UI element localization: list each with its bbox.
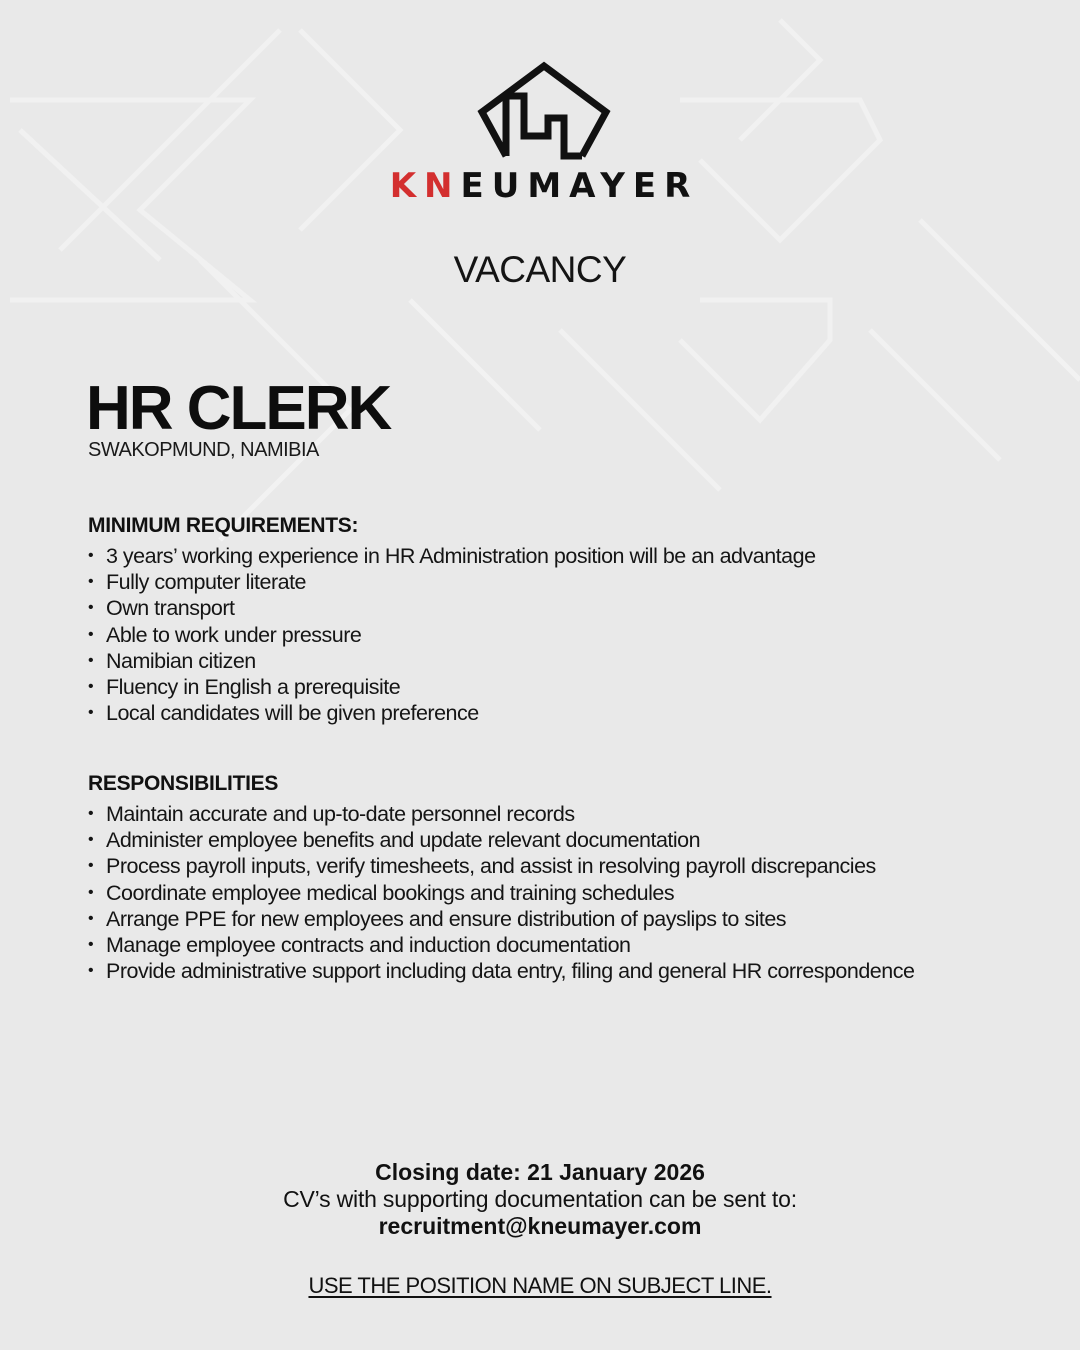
requirement-text: Able to work under pressure [106,622,362,647]
email-container [0,1211,1080,1241]
job-title: HR CLERK [86,374,391,443]
responsibility-text: Process payroll inputs, verify timesheets, and assist in resolving payroll discrepancies [106,854,876,879]
bullet-icon: • [88,599,94,617]
diamond-skyline-logo-icon [476,60,612,162]
recruitment-email-link[interactable]: recruitment@kneumayer.com [378,1213,702,1239]
responsibility-text: Administer employee benefits and update relevant documentation [106,828,701,853]
bullet-icon: • [88,857,94,875]
bullet-icon: • [88,677,94,695]
responsibility-item [88,801,914,827]
brand-wordmark [0,164,1080,208]
subject-line-note-text: USE THE POSITION NAME ON SUBJECT LINE. [308,1273,772,1298]
responsibilities-list [88,801,914,984]
brand-name-red: KN [389,166,461,206]
requirement-item [88,674,816,700]
bullet-icon: • [88,547,94,564]
responsibility-item [88,880,914,906]
bullet-icon: • [88,573,94,591]
responsibility-text: Coordinate employee medical bookings and training schedules [106,880,675,905]
responsibility-text: Provide administrative support including data entry, filing and general HR correspondence [106,959,915,984]
requirement-item [88,622,816,648]
requirement-text: Own transport [106,596,235,621]
requirement-text: Local candidates will be given preference [106,701,479,726]
brand-name-black: EUMAYER [460,166,699,206]
responsibility-item [88,906,914,932]
bullet-icon: • [88,704,94,722]
requirement-text: Namibian citizen [106,648,256,673]
requirement-item [88,648,816,674]
job-location: SWAKOPMUND, NAMIBIA [88,439,319,461]
closing-date: Closing date: 21 January 2026 [375,1159,705,1185]
cv-instruction: CV’s with supporting documentation can be sent to: [283,1186,797,1212]
requirement-item [88,700,816,726]
bullet-icon: • [88,883,94,901]
requirement-text: 3 years’ working experience in HR Administration position will be an advantage [106,544,816,568]
requirement-text: Fully computer literate [106,570,306,595]
responsibility-text: Arrange PPE for new employees and ensure distribution of payslips to sites [106,906,787,931]
bullet-icon: • [88,625,94,643]
requirement-item [88,595,816,621]
bullet-icon: • [88,935,94,953]
responsibility-text: Manage employee contracts and induction documentation [106,932,631,957]
bullet-icon: • [88,805,94,822]
responsibility-item [88,853,914,879]
responsibility-item [88,932,914,958]
responsibility-item [88,827,914,853]
requirement-item [88,569,816,595]
subject-line-note [0,1271,1080,1301]
requirements-list [88,543,816,726]
requirement-item [88,543,816,569]
responsibilities-heading: RESPONSIBILITIES [88,772,279,795]
responsibility-item [88,958,914,984]
bullet-icon: • [88,651,94,669]
vacancy-label: VACANCY [453,249,627,290]
bullet-icon: • [88,909,94,927]
bullet-icon: • [88,831,94,849]
bullet-icon: • [88,962,94,980]
requirement-text: Fluency in English a prerequisite [106,674,401,699]
requirements-heading: MINIMUM REQUIREMENTS: [88,514,359,537]
responsibility-text: Maintain accurate and up-to-date personnel records [106,802,575,826]
